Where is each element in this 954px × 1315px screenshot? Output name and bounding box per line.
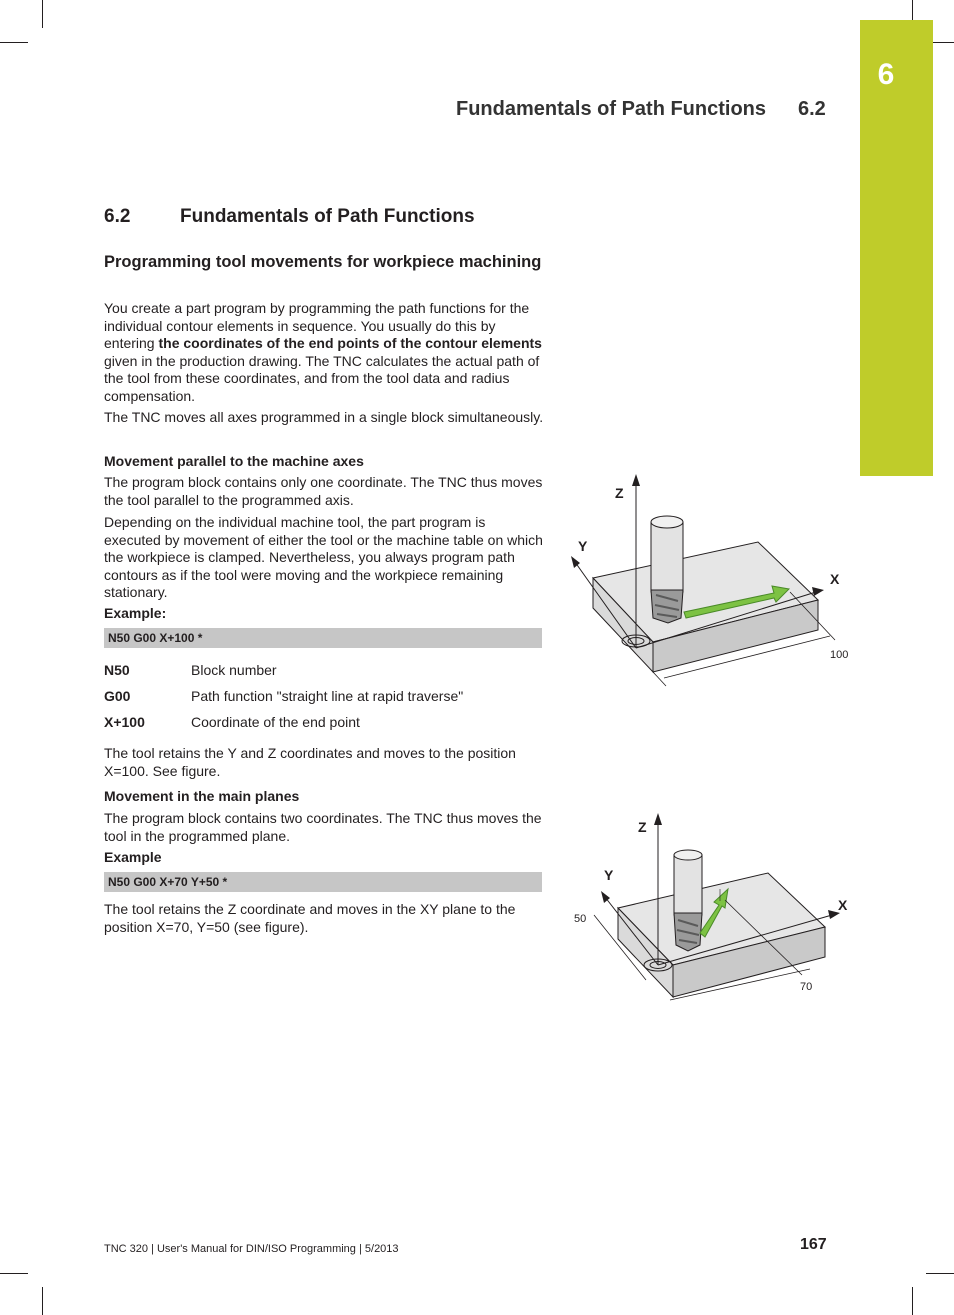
code-block: N50 G00 X+70 Y+50 * xyxy=(104,872,542,892)
definition-value: Block number xyxy=(191,662,277,678)
intro-text-1: You create a part program by programming the path functions for the individual contour elements in sequence. You usually do this by entering xyxy=(104,300,530,351)
crop-mark xyxy=(912,1287,913,1315)
crop-mark xyxy=(926,1273,954,1274)
definition-key: G00 xyxy=(104,688,131,704)
heading-parallel: Movement parallel to the machine axes xyxy=(104,453,364,469)
heading-planes: Movement in the main planes xyxy=(104,788,300,804)
crop-mark xyxy=(0,1273,28,1274)
crop-mark xyxy=(42,0,43,28)
tool-shank xyxy=(674,855,702,915)
paragraph-retains-1: The tool retains the Y and Z coordinates and moves to the position X=100. See figure. xyxy=(104,745,516,779)
axis-label-y: Y xyxy=(578,538,588,554)
axis-label-z: Z xyxy=(638,819,647,835)
crop-mark xyxy=(0,42,28,43)
section-heading xyxy=(104,206,475,228)
definition-value: Coordinate of the end point xyxy=(191,714,360,730)
dimension-label: 100 xyxy=(830,649,849,661)
tool-shank xyxy=(651,522,683,592)
axis-label-x: X xyxy=(838,897,848,913)
dimension-label-x: 70 xyxy=(800,981,813,993)
paragraph-planes: The program block contains two coordinates. The TNC thus moves the tool in the programmed plane. xyxy=(104,810,542,844)
footer: TNC 320 | User's Manual for DIN/ISO Programming | 5/2013 xyxy=(104,1243,399,1255)
paragraph-simultaneous: The TNC moves all axes programmed in a single block simultaneously. xyxy=(104,409,544,425)
figure-xy-movement xyxy=(560,805,860,1010)
page-number: 167 xyxy=(800,1236,827,1253)
crop-mark xyxy=(912,0,913,20)
running-head-title: Fundamentals of Path Functions xyxy=(456,98,767,120)
intro-text-2: given in the production drawing. The TNC calculates the actual path of the tool from these coordinates, and from the tool data and radius compensation. xyxy=(104,352,540,404)
definition-value: Path function "straight line at rapid traverse" xyxy=(191,688,464,704)
paragraph-retains-2: The tool retains the Z coordinate and moves in the XY plane to the position X=70, Y=50 (see figure). xyxy=(104,901,516,935)
example-label: Example: xyxy=(104,605,167,621)
intro-text-bold: the coordinates of the end points of the contour elements xyxy=(158,335,542,351)
section-title: Fundamentals of Path Functions xyxy=(180,206,475,227)
paragraph-parallel-2: Depending on the individual machine tool, the part program is executed by movement of either the tool or the machine table on which the workpiece is clamped. Nevertheless, you always program path contours as if the tool were moving and the workpiece remaining stationary. xyxy=(104,514,543,600)
axis-label-y: Y xyxy=(604,867,614,883)
subsection-title: Programming tool movements for workpiece machining xyxy=(104,253,542,271)
example-label: Example xyxy=(104,849,162,865)
definition-key: X+100 xyxy=(104,714,145,730)
chapter-number: 6 xyxy=(877,58,895,91)
axis-label-x: X xyxy=(830,571,840,587)
axis-label-z: Z xyxy=(615,485,624,501)
running-head-number: 6.2 xyxy=(798,98,826,120)
dimension-label-y: 50 xyxy=(574,913,587,925)
running-head xyxy=(456,98,826,121)
crop-mark xyxy=(42,1287,43,1315)
figure-x-movement xyxy=(560,470,860,695)
paragraph-parallel-1: The program block contains only one coordinate. The TNC thus moves the tool parallel to the programmed axis. xyxy=(104,474,543,508)
intro-paragraph xyxy=(104,300,544,405)
code-block: N50 G00 X+100 * xyxy=(104,628,542,648)
section-number: 6.2 xyxy=(104,206,131,227)
definition-key: N50 xyxy=(104,662,130,678)
